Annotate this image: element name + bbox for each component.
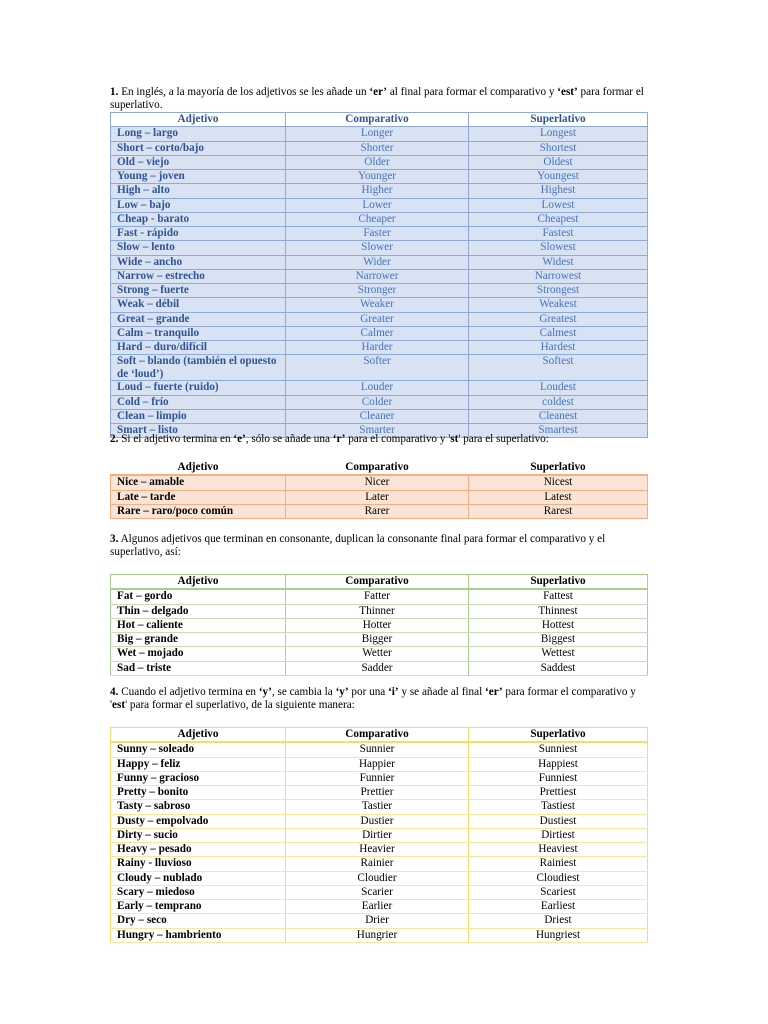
cell-comparative: Tastier bbox=[286, 800, 469, 814]
body-text: y se añade al final bbox=[398, 686, 485, 698]
cell-superlative: Smartest bbox=[469, 424, 648, 438]
cell-comparative: Drier bbox=[286, 914, 469, 928]
cell-comparative: Dirtier bbox=[286, 828, 469, 842]
table-row bbox=[111, 757, 648, 771]
table-row bbox=[111, 312, 648, 326]
cell-superlative: Softest bbox=[469, 355, 648, 381]
cell-adjective: Calm – tranquilo bbox=[111, 326, 286, 340]
cell-adjective: Hot – caliente bbox=[111, 618, 286, 632]
cell-superlative: Thinnest bbox=[469, 604, 648, 618]
table-row bbox=[111, 618, 648, 632]
emphasis-text: ‘i’ bbox=[388, 686, 399, 698]
cell-superlative: Rarest bbox=[469, 504, 648, 518]
table-y-ending-adjectives bbox=[110, 727, 648, 943]
cell-superlative: Youngest bbox=[469, 170, 648, 184]
header-superlativo: Superlativo bbox=[469, 113, 648, 127]
table-regular-adjectives bbox=[110, 112, 648, 438]
cell-comparative: Dustier bbox=[286, 814, 469, 828]
table-row bbox=[111, 914, 648, 928]
table-row bbox=[111, 647, 648, 661]
table-row bbox=[111, 475, 648, 490]
body-text: , se cambia la bbox=[271, 686, 336, 698]
emphasis-text: est bbox=[112, 699, 126, 711]
body-text: , sólo se añade una bbox=[245, 433, 333, 445]
cell-comparative: Rarer bbox=[286, 504, 469, 518]
cell-adjective: Scary – miedoso bbox=[111, 885, 286, 899]
cell-superlative: Dirtiest bbox=[469, 828, 648, 842]
cell-superlative: Lowest bbox=[469, 198, 648, 212]
table-row bbox=[111, 490, 648, 504]
cell-adjective: Wide – ancho bbox=[111, 255, 286, 269]
table-row bbox=[111, 742, 648, 757]
header-comparativo: Comparativo bbox=[286, 575, 469, 590]
body-text: por una bbox=[348, 686, 389, 698]
cell-superlative: Fattest bbox=[469, 589, 648, 604]
cell-superlative: Heaviest bbox=[469, 843, 648, 857]
cell-superlative: Shortest bbox=[469, 141, 648, 155]
cell-adjective: Fast - rápido bbox=[111, 227, 286, 241]
cell-adjective: Early – temprano bbox=[111, 900, 286, 914]
cell-adjective: Old – viejo bbox=[111, 155, 286, 169]
section-3-intro bbox=[110, 533, 655, 559]
cell-adjective: Dry – seco bbox=[111, 914, 286, 928]
cell-superlative: Hungriest bbox=[469, 928, 648, 942]
cell-comparative: Cheaper bbox=[286, 212, 469, 226]
table-row bbox=[111, 928, 648, 942]
table-row bbox=[111, 409, 648, 423]
cell-superlative: Widest bbox=[469, 255, 648, 269]
table-row bbox=[111, 504, 648, 518]
table-row bbox=[111, 298, 648, 312]
table-row bbox=[111, 241, 648, 255]
cell-superlative: coldest bbox=[469, 395, 648, 409]
cell-adjective: Narrow – estrecho bbox=[111, 269, 286, 283]
table-row bbox=[111, 341, 648, 355]
cell-superlative: Nicest bbox=[469, 475, 648, 490]
cell-comparative: Cleaner bbox=[286, 409, 469, 423]
cell-comparative: Softer bbox=[286, 355, 469, 381]
cell-comparative: Longer bbox=[286, 127, 469, 141]
table-row bbox=[111, 771, 648, 785]
header-comparativo: Comparativo bbox=[286, 728, 469, 743]
cell-superlative: Fastest bbox=[469, 227, 648, 241]
cell-comparative: Bigger bbox=[286, 633, 469, 647]
body-text: para formar el superlativo. bbox=[110, 86, 644, 111]
cell-comparative: Louder bbox=[286, 381, 469, 395]
cell-comparative: Cloudier bbox=[286, 871, 469, 885]
table-row bbox=[111, 843, 648, 857]
table-row bbox=[111, 604, 648, 618]
cell-comparative: Earlier bbox=[286, 900, 469, 914]
section-2-intro bbox=[110, 433, 655, 446]
cell-comparative: Heavier bbox=[286, 843, 469, 857]
cell-superlative: Cloudiest bbox=[469, 871, 648, 885]
emphasis-text: ‘y’ bbox=[335, 686, 349, 698]
emphasis-text: ‘er’ bbox=[369, 86, 388, 98]
cell-comparative: Stronger bbox=[286, 284, 469, 298]
cell-superlative: Biggest bbox=[469, 633, 648, 647]
cell-adjective: Happy – feliz bbox=[111, 757, 286, 771]
cell-comparative: Scarier bbox=[286, 885, 469, 899]
table-e-ending-adjectives bbox=[110, 461, 648, 519]
table-row bbox=[111, 170, 648, 184]
header-adjetivo: Adjetivo bbox=[111, 461, 286, 475]
cell-superlative: Cheapest bbox=[469, 212, 648, 226]
table-row bbox=[111, 857, 648, 871]
cell-adjective: Loud – fuerte (ruido) bbox=[111, 381, 286, 395]
cell-adjective: Cold – frío bbox=[111, 395, 286, 409]
body-text: para el comparativo y ' bbox=[345, 433, 451, 445]
cell-comparative: Calmer bbox=[286, 326, 469, 340]
cell-adjective: Rainy - lluvioso bbox=[111, 857, 286, 871]
table-row bbox=[111, 184, 648, 198]
table-header-row bbox=[111, 461, 648, 475]
table-row bbox=[111, 786, 648, 800]
cell-comparative: Sunnier bbox=[286, 742, 469, 757]
cell-comparative: Sadder bbox=[286, 661, 469, 675]
cell-comparative: Later bbox=[286, 490, 469, 504]
header-adjetivo: Adjetivo bbox=[111, 113, 286, 127]
table-row bbox=[111, 661, 648, 675]
cell-comparative: Higher bbox=[286, 184, 469, 198]
cell-comparative: Lower bbox=[286, 198, 469, 212]
cell-adjective: Dirty – sucio bbox=[111, 828, 286, 842]
header-superlativo: Superlativo bbox=[469, 728, 648, 743]
cell-comparative: Younger bbox=[286, 170, 469, 184]
header-adjetivo: Adjetivo bbox=[111, 728, 286, 743]
cell-adjective: Smart – listo bbox=[111, 424, 286, 438]
cell-adjective: Cloudy – nublado bbox=[111, 871, 286, 885]
cell-superlative: Oldest bbox=[469, 155, 648, 169]
cell-adjective: Sad – triste bbox=[111, 661, 286, 675]
body-text: al final para formar el comparativo y bbox=[387, 86, 558, 98]
table-row bbox=[111, 255, 648, 269]
emphasis-text: st bbox=[450, 433, 459, 445]
cell-comparative: Harder bbox=[286, 341, 469, 355]
cell-comparative: Shorter bbox=[286, 141, 469, 155]
cell-adjective: Rare – raro/poco común bbox=[111, 504, 286, 518]
cell-comparative: Hotter bbox=[286, 618, 469, 632]
cell-adjective: Tasty – sabroso bbox=[111, 800, 286, 814]
cell-comparative: Slower bbox=[286, 241, 469, 255]
cell-comparative: Weaker bbox=[286, 298, 469, 312]
table-row bbox=[111, 326, 648, 340]
cell-superlative: Sunniest bbox=[469, 742, 648, 757]
cell-adjective: Low – bajo bbox=[111, 198, 286, 212]
header-comparativo: Comparativo bbox=[286, 113, 469, 127]
cell-comparative: Older bbox=[286, 155, 469, 169]
cell-comparative: Faster bbox=[286, 227, 469, 241]
cell-comparative: Colder bbox=[286, 395, 469, 409]
table-row bbox=[111, 227, 648, 241]
cell-adjective: Sunny – soleado bbox=[111, 742, 286, 757]
cell-superlative: Rainiest bbox=[469, 857, 648, 871]
cell-adjective: Thin – delgado bbox=[111, 604, 286, 618]
cell-superlative: Dustiest bbox=[469, 814, 648, 828]
cell-superlative: Hottest bbox=[469, 618, 648, 632]
table-double-consonant-adjectives bbox=[110, 574, 648, 676]
cell-adjective: Hard – duro/difícil bbox=[111, 341, 286, 355]
cell-adjective: Dusty – empolvado bbox=[111, 814, 286, 828]
body-text: Algunos adjetivos que terminan en consonante, duplican la consonante final para formar el comparativo y el superlativo, así: bbox=[110, 533, 606, 558]
cell-adjective: Funny – gracioso bbox=[111, 771, 286, 785]
cell-adjective: Long – largo bbox=[111, 127, 286, 141]
cell-adjective: Great – grande bbox=[111, 312, 286, 326]
cell-adjective: Slow – lento bbox=[111, 241, 286, 255]
cell-superlative: Saddest bbox=[469, 661, 648, 675]
section-1-intro bbox=[110, 86, 655, 112]
cell-comparative: Hungrier bbox=[286, 928, 469, 942]
cell-superlative: Happiest bbox=[469, 757, 648, 771]
section-number: 3. bbox=[110, 533, 119, 545]
cell-adjective: Soft – blando (también el opuesto de ‘loud’) bbox=[111, 355, 286, 381]
table-row bbox=[111, 800, 648, 814]
emphasis-text: ‘r’ bbox=[332, 433, 346, 445]
cell-adjective: Strong – fuerte bbox=[111, 284, 286, 298]
cell-adjective: Cheap - barato bbox=[111, 212, 286, 226]
header-adjetivo: Adjetivo bbox=[111, 575, 286, 590]
table-row bbox=[111, 141, 648, 155]
cell-comparative: Rainier bbox=[286, 857, 469, 871]
section-4-intro bbox=[110, 686, 655, 712]
table-row bbox=[111, 885, 648, 899]
table-row bbox=[111, 395, 648, 409]
emphasis-text: ‘y’ bbox=[258, 686, 272, 698]
body-text: En inglés, a la mayoría de los adjetivos se les añade un bbox=[118, 86, 370, 98]
cell-adjective: High – alto bbox=[111, 184, 286, 198]
header-comparativo: Comparativo bbox=[286, 461, 469, 475]
table-row bbox=[111, 355, 648, 381]
cell-adjective: Nice – amable bbox=[111, 475, 286, 490]
cell-comparative: Fatter bbox=[286, 589, 469, 604]
table-header-row bbox=[111, 575, 648, 590]
body-text: ' para el superlativo: bbox=[458, 433, 549, 445]
cell-comparative: Funnier bbox=[286, 771, 469, 785]
cell-superlative: Greatest bbox=[469, 312, 648, 326]
body-text: Si el adjetivo termina en bbox=[118, 433, 234, 445]
cell-superlative: Earliest bbox=[469, 900, 648, 914]
cell-superlative: Longest bbox=[469, 127, 648, 141]
cell-comparative: Smarter bbox=[286, 424, 469, 438]
cell-superlative: Funniest bbox=[469, 771, 648, 785]
cell-adjective: Weak – débil bbox=[111, 298, 286, 312]
table-header-row bbox=[111, 113, 648, 127]
cell-superlative: Highest bbox=[469, 184, 648, 198]
body-text: Cuando el adjetivo termina en bbox=[118, 686, 259, 698]
table-row bbox=[111, 828, 648, 842]
body-text: ' para formar el superlativo, de la siguiente manera: bbox=[125, 699, 355, 711]
table-row bbox=[111, 284, 648, 298]
cell-superlative: Calmest bbox=[469, 326, 648, 340]
cell-adjective: Wet – mojado bbox=[111, 647, 286, 661]
cell-comparative: Wetter bbox=[286, 647, 469, 661]
table-row bbox=[111, 269, 648, 283]
emphasis-text: ‘est’ bbox=[557, 86, 578, 98]
cell-superlative: Driest bbox=[469, 914, 648, 928]
section-number: 1. bbox=[110, 86, 119, 98]
cell-adjective: Big – grande bbox=[111, 633, 286, 647]
cell-superlative: Slowest bbox=[469, 241, 648, 255]
cell-superlative: Hardest bbox=[469, 341, 648, 355]
cell-superlative: Strongest bbox=[469, 284, 648, 298]
cell-superlative: Cleanest bbox=[469, 409, 648, 423]
cell-adjective: Fat – gordo bbox=[111, 589, 286, 604]
cell-adjective: Heavy – pesado bbox=[111, 843, 286, 857]
header-superlativo: Superlativo bbox=[469, 575, 648, 590]
table-row bbox=[111, 871, 648, 885]
cell-superlative: Loudest bbox=[469, 381, 648, 395]
table-row bbox=[111, 589, 648, 604]
cell-adjective: Young – joven bbox=[111, 170, 286, 184]
table-header-row bbox=[111, 728, 648, 743]
cell-comparative: Narrower bbox=[286, 269, 469, 283]
cell-adjective: Hungry – hambriento bbox=[111, 928, 286, 942]
cell-comparative: Happier bbox=[286, 757, 469, 771]
cell-adjective: Late – tarde bbox=[111, 490, 286, 504]
table-row bbox=[111, 900, 648, 914]
section-number: 4. bbox=[110, 686, 119, 698]
table-row bbox=[111, 381, 648, 395]
cell-superlative: Tastiest bbox=[469, 800, 648, 814]
table-row bbox=[111, 633, 648, 647]
table-row bbox=[111, 198, 648, 212]
cell-adjective: Clean – limpio bbox=[111, 409, 286, 423]
cell-superlative: Scariest bbox=[469, 885, 648, 899]
cell-comparative: Thinner bbox=[286, 604, 469, 618]
table-row bbox=[111, 155, 648, 169]
table-row bbox=[111, 212, 648, 226]
cell-adjective: Pretty – bonito bbox=[111, 786, 286, 800]
cell-superlative: Weakest bbox=[469, 298, 648, 312]
emphasis-text: ‘er’ bbox=[485, 686, 503, 698]
cell-comparative: Prettier bbox=[286, 786, 469, 800]
section-number: 2. bbox=[110, 433, 119, 445]
emphasis-text: ‘e’ bbox=[233, 433, 246, 445]
header-superlativo: Superlativo bbox=[469, 461, 648, 475]
cell-superlative: Narrowest bbox=[469, 269, 648, 283]
cell-superlative: Wettest bbox=[469, 647, 648, 661]
cell-superlative: Prettiest bbox=[469, 786, 648, 800]
table-row bbox=[111, 127, 648, 141]
cell-comparative: Greater bbox=[286, 312, 469, 326]
table-row bbox=[111, 814, 648, 828]
body-text: para formar el comparativo y ' bbox=[110, 686, 636, 711]
cell-comparative: Nicer bbox=[286, 475, 469, 490]
cell-superlative: Latest bbox=[469, 490, 648, 504]
cell-adjective: Short – corto/bajo bbox=[111, 141, 286, 155]
cell-comparative: Wider bbox=[286, 255, 469, 269]
